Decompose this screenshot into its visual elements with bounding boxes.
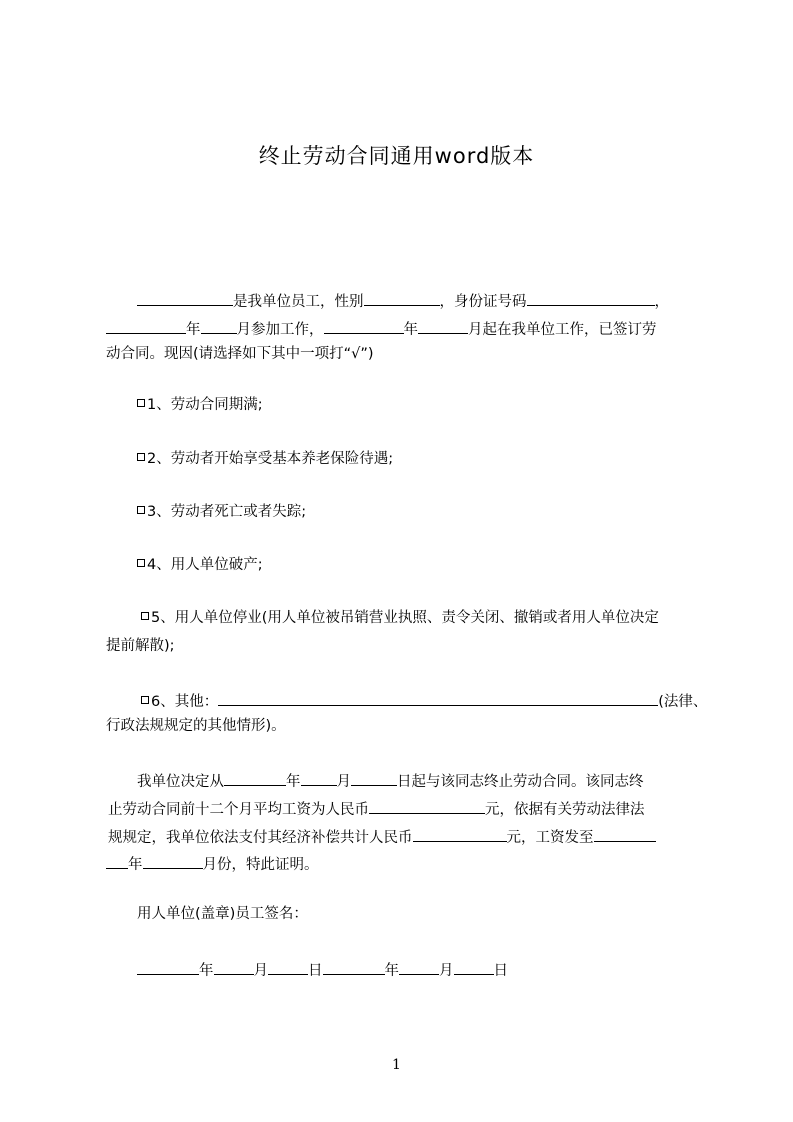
option-6-continued: 行政法规规定的其他情形)。 <box>106 718 286 734</box>
compensation-amount-blank[interactable] <box>413 828 507 842</box>
salary-paid-month-blank[interactable] <box>143 855 203 869</box>
checkbox-icon[interactable] <box>141 696 149 704</box>
intro-line-1: 是我单位员工，性别 ，身份证号码 ， <box>137 292 669 310</box>
option-1[interactable]: 1、劳动合同期满; <box>137 398 263 413</box>
termination-month-blank[interactable] <box>301 772 337 786</box>
intro-line-2: 年 月参加工作， 年 月起在我单位工作，已签订劳 <box>106 320 657 338</box>
checkbox-icon[interactable] <box>141 612 149 620</box>
document-title: 终止劳动合同通用word版本 <box>258 144 535 168</box>
option-6[interactable]: 6、其他： (法律、 <box>141 692 707 710</box>
decision-line-1: 我单位决定从 年 月 日起与该同志终止劳动合同。该同志终 <box>137 774 644 790</box>
checkbox-icon[interactable] <box>137 506 145 514</box>
intro-line-3: 动合同。现因(请选择如下其中一项打“√”) <box>106 346 374 362</box>
signature-dates: 年 月 日 年 月 日 <box>137 961 508 979</box>
decision-line-2: 止劳动合同前十二个月平均工资为人民币 元，依据有关劳动法律法 <box>108 802 645 818</box>
option-3[interactable]: 3、劳动者死亡或者失踪; <box>137 505 306 520</box>
employer-date-year-blank[interactable] <box>137 961 199 975</box>
page-number: 1 <box>392 1057 401 1073</box>
signature-label: 用人单位(盖章)员工签名： <box>137 906 308 922</box>
employer-date-month-blank[interactable] <box>214 961 254 975</box>
join-month-blank[interactable] <box>418 320 468 334</box>
checkbox-icon[interactable] <box>137 453 145 461</box>
option-5[interactable]: 5、用人单位停业(用人单位被吊销营业执照、责令关闭、撤销或者用人单位决定 <box>141 611 659 626</box>
work-start-year-blank[interactable] <box>106 320 186 334</box>
checkbox-icon[interactable] <box>137 399 145 407</box>
option-4[interactable]: 4、用人单位破产; <box>137 558 263 573</box>
employee-name-blank[interactable] <box>137 292 233 306</box>
option-2[interactable]: 2、劳动者开始享受基本养老保险待遇; <box>137 452 393 467</box>
other-reason-blank[interactable] <box>218 692 658 706</box>
checkbox-icon[interactable] <box>137 559 145 567</box>
decision-line-4: 年 月份，特此证明。 <box>106 855 319 873</box>
termination-year-blank[interactable] <box>224 772 286 786</box>
decision-line-3: 规规定，我单位依法支付其经济补偿共计人民币 元，工资发至 <box>108 828 656 846</box>
option-5-continued: 提前解散); <box>106 638 175 654</box>
average-salary-blank[interactable] <box>369 800 485 814</box>
termination-day-blank[interactable] <box>351 772 397 786</box>
id-number-blank[interactable] <box>527 292 655 306</box>
salary-paid-year-blank[interactable] <box>106 855 128 869</box>
employee-date-day-blank[interactable] <box>454 961 494 975</box>
join-year-blank[interactable] <box>324 320 404 334</box>
gender-blank[interactable] <box>364 292 440 306</box>
employee-date-year-blank[interactable] <box>323 961 385 975</box>
work-start-month-blank[interactable] <box>201 320 237 334</box>
employee-date-month-blank[interactable] <box>399 961 439 975</box>
salary-paid-until-blank[interactable] <box>594 828 656 842</box>
employer-date-day-blank[interactable] <box>268 961 308 975</box>
